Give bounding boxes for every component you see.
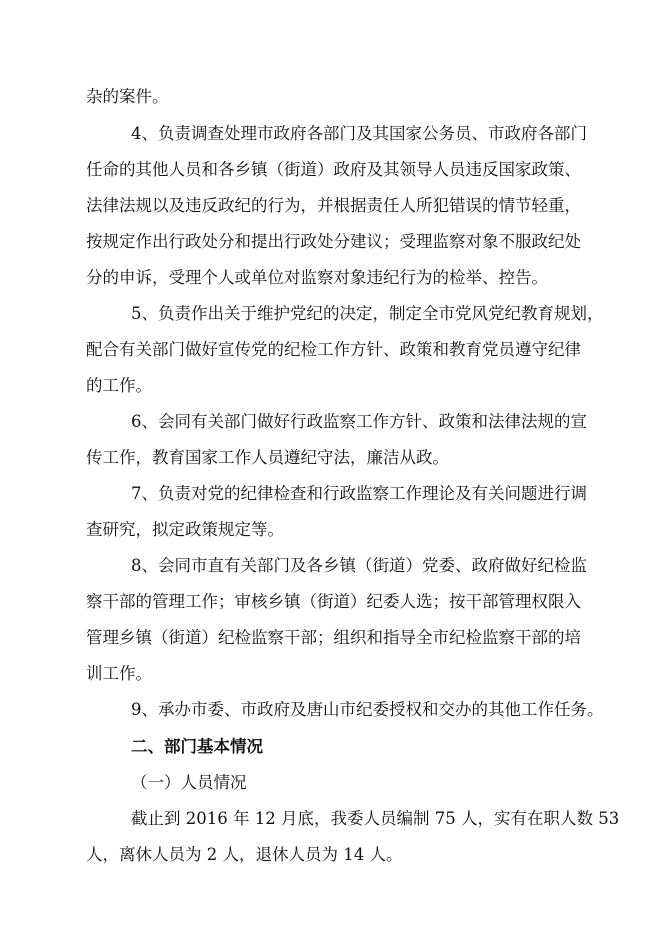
text-line: 法律法规以及违反政纪的行为，并根据责任人所犯错误的情节轻重， bbox=[86, 196, 581, 215]
text-line: 训工作。 bbox=[86, 664, 152, 683]
text-line: 分的申诉，受理个人或单位对监察对象违纪行为的检举、控告。 bbox=[86, 268, 548, 287]
text-line: 管理乡镇（街道）纪检监察干部；组织和指导全市纪检监察干部的培 bbox=[86, 628, 581, 647]
text-line: 7、负责对党的纪律检查和行政监察工作理论及有关问题进行调 bbox=[131, 484, 587, 503]
text-line: 4、负责调查处理市政府各部门及其国家公务员、市政府各部门 bbox=[131, 124, 587, 143]
text-line: 察干部的管理工作；审核乡镇（街道）纪委人选；按干部管理权限入 bbox=[86, 592, 581, 611]
subsection-heading: （一）人员情况 bbox=[131, 773, 247, 792]
text-line: 人，离休人员为 2 人，退休人员为 14 人。 bbox=[86, 845, 403, 864]
text-line: 9、承办市委、市政府及唐山市纪委授权和交办的其他工作任务。 bbox=[131, 700, 604, 719]
text-line: 6、会同有关部门做好行政监察工作方针、政策和法律法规的宣 bbox=[131, 412, 587, 431]
text-line: 8、会同市直有关部门及各乡镇（街道）党委、政府做好纪检监 bbox=[131, 556, 587, 575]
section-heading: 二、部门基本情况 bbox=[131, 737, 263, 756]
text-line: 5、负责作出关于维护党纪的决定，制定全市党风党纪教育规划， bbox=[131, 304, 604, 323]
text-line: 截止到 2016 年 12 月底，我委人员编制 75 人，实有在职人数 53 bbox=[131, 809, 620, 828]
text-line: 的工作。 bbox=[86, 376, 152, 395]
text-line: 任命的其他人员和各乡镇（街道）政府及其领导人员违反国家政策、 bbox=[86, 160, 581, 179]
text-line: 配合有关部门做好宣传党的纪检工作方针、政策和教育党员遵守纪律 bbox=[86, 340, 581, 359]
text-line: 传工作，教育国家工作人员遵纪守法，廉洁从政。 bbox=[86, 448, 449, 467]
text-line: 查研究，拟定政策规定等。 bbox=[86, 520, 284, 539]
text-line: 杂的案件。 bbox=[86, 87, 169, 106]
text-line: 按规定作出行政处分和提出行政处分建议；受理监察对象不服政纪处 bbox=[86, 232, 581, 251]
